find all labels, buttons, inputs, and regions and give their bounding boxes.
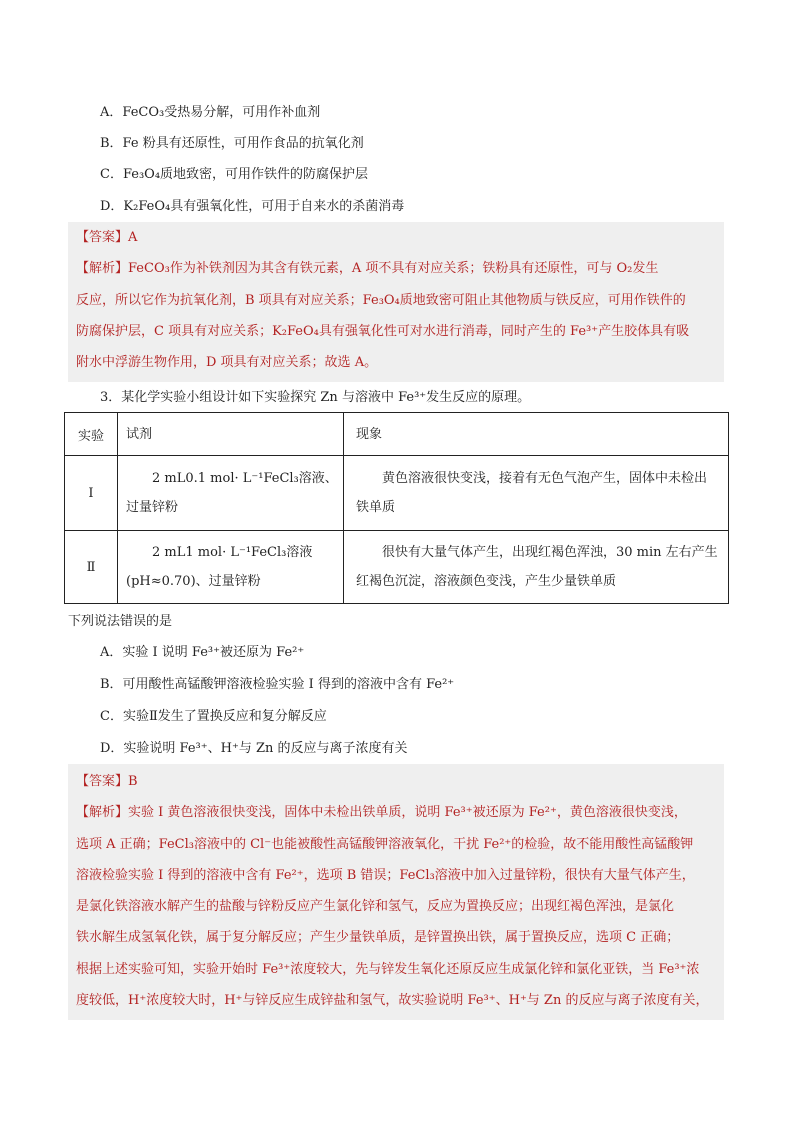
analysis-q2-line4: 附水中浮游生物作用，D 项具有对应关系；故选 A。: [76, 355, 378, 371]
analysis-q3-line4: 是氯化铁溶液水解产生的盐酸与锌粉反应产生氯化锌和氢气，反应为置换反应；出现红褐色浑浊，是氯化: [76, 899, 675, 915]
analysis-q2-line2: 反应，所以它作为抗氧化剂，B 项具有对应关系；Fe₃O₄质地致密可阻止其他物质与铁反应，可用作铁件的: [76, 292, 686, 308]
table-cell-id: Ⅱ: [65, 531, 118, 604]
option-c-q3: C．实验Ⅱ发生了置换反应和复分解反应: [100, 709, 327, 724]
reagent-line: 2 mL1 mol· L⁻¹FeCl₃溶液: [152, 545, 313, 560]
answer-q3: 【答案】B: [76, 774, 138, 789]
phenomenon-line: 铁单质: [356, 500, 396, 515]
table-row: [65, 456, 729, 531]
table-header-cell: 实验: [65, 413, 118, 456]
analysis-q2-line1: 【解析】FeCO₃作为补铁剂因为其含有铁元素，A 项不具有对应关系；铁粉具有还原性，可与 O₂发生: [76, 261, 659, 277]
reagent-line: 2 mL0.1 mol· L⁻¹FeCl₃溶液、: [152, 471, 338, 486]
table-cell-reagent: [118, 531, 344, 604]
table-cell-id: I: [65, 456, 118, 531]
option-c-q2: C．Fe₃O₄质地致密，可用作铁件的防腐保护层: [100, 167, 369, 182]
reagent-line: 过量锌粉: [126, 500, 179, 515]
analysis-q3-line7: 度较低，H⁺浓度较大时，H⁺与锌反应生成锌盐和氢气，故实验说明 Fe³⁺、H⁺与 Zn 的反应与离子浓度有关，: [76, 993, 709, 1009]
option-d-q2: D．K₂FeO₄具有强氧化性，可用于自来水的杀菌消毒: [100, 199, 405, 214]
analysis-q3-line3: 溶液检验实验 I 得到的溶液中含有 Fe²⁺，选项 B 错误；FeCl₃溶液中加入过量锌粉，很快有大量气体产生，: [76, 867, 695, 883]
option-d-q3: D．实验说明 Fe³⁺、H⁺与 Zn 的反应与离子浓度有关: [100, 741, 408, 756]
table-cell-phenomenon: [344, 456, 729, 531]
question-3-ask: 下列说法错误的是: [68, 614, 173, 629]
table-row: [65, 531, 729, 604]
option-b-q3: B．可用酸性高锰酸钾溶液检验实验 I 得到的溶液中含有 Fe²⁺: [100, 677, 455, 692]
table-cell-reagent: [118, 456, 344, 531]
option-a-q3: A．实验 I 说明 Fe³⁺被还原为 Fe²⁺: [100, 645, 305, 660]
experiment-table: [64, 412, 729, 604]
analysis-q3-line5: 铁水解生成氢氧化铁，属于复分解反应；产生少量铁单质，是锌置换出铁，属于置换反应，选项 C 正确；: [76, 930, 680, 946]
answer-q2: 【答案】A: [76, 230, 138, 245]
analysis-q3-line1: 【解析】实验 I 黄色溶液很快变浅，固体中未检出铁单质，说明 Fe³⁺被还原为 Fe²⁺，黄色溶液很快变浅，: [76, 805, 687, 821]
table-cell-phenomenon: [344, 531, 729, 604]
table-header-cell: 试剂: [118, 413, 344, 456]
analysis-q3-line2: 选项 A 正确；FeCl₃溶液中的 Cl⁻也能被酸性高锰酸钾溶液氧化，干扰 Fe²⁺的检验，故不能用酸性高锰酸钾: [76, 836, 694, 852]
option-a-q2: A．FeCO₃受热易分解，可用作补血剂: [100, 105, 321, 120]
phenomenon-line: 红褐色沉淀，溶液颜色变浅，产生少量铁单质: [356, 574, 617, 589]
table-header-row: [65, 413, 729, 456]
question-3-stem: 3．某化学实验小组设计如下实验探究 Zn 与溶液中 Fe³⁺发生反应的原理。: [100, 390, 531, 405]
phenomenon-line: 很快有大量气体产生，出现红褐色浑浊，30 min 左右产生: [382, 545, 718, 560]
analysis-q2-line3: 防腐保护层，C 项具有对应关系；K₂FeO₄具有强氧化性可对水进行消毒，同时产生的 Fe³⁺产生胶体具有吸: [76, 323, 690, 339]
option-b-q2: B．Fe 粉具有还原性，可用作食品的抗氧化剂: [100, 136, 364, 151]
phenomenon-line: 黄色溶液很快变浅，接着有无色气泡产生，固体中未检出: [382, 471, 708, 486]
analysis-q3-line6: 根据上述实验可知，实验开始时 Fe³⁺浓度较大，先与锌发生氧化还原反应生成氯化锌和氯化亚铁，当 Fe³⁺浓: [76, 961, 700, 977]
table-header-cell: 现象: [344, 413, 729, 456]
reagent-line: (pH≈0.70)、过量锌粉: [126, 574, 261, 589]
